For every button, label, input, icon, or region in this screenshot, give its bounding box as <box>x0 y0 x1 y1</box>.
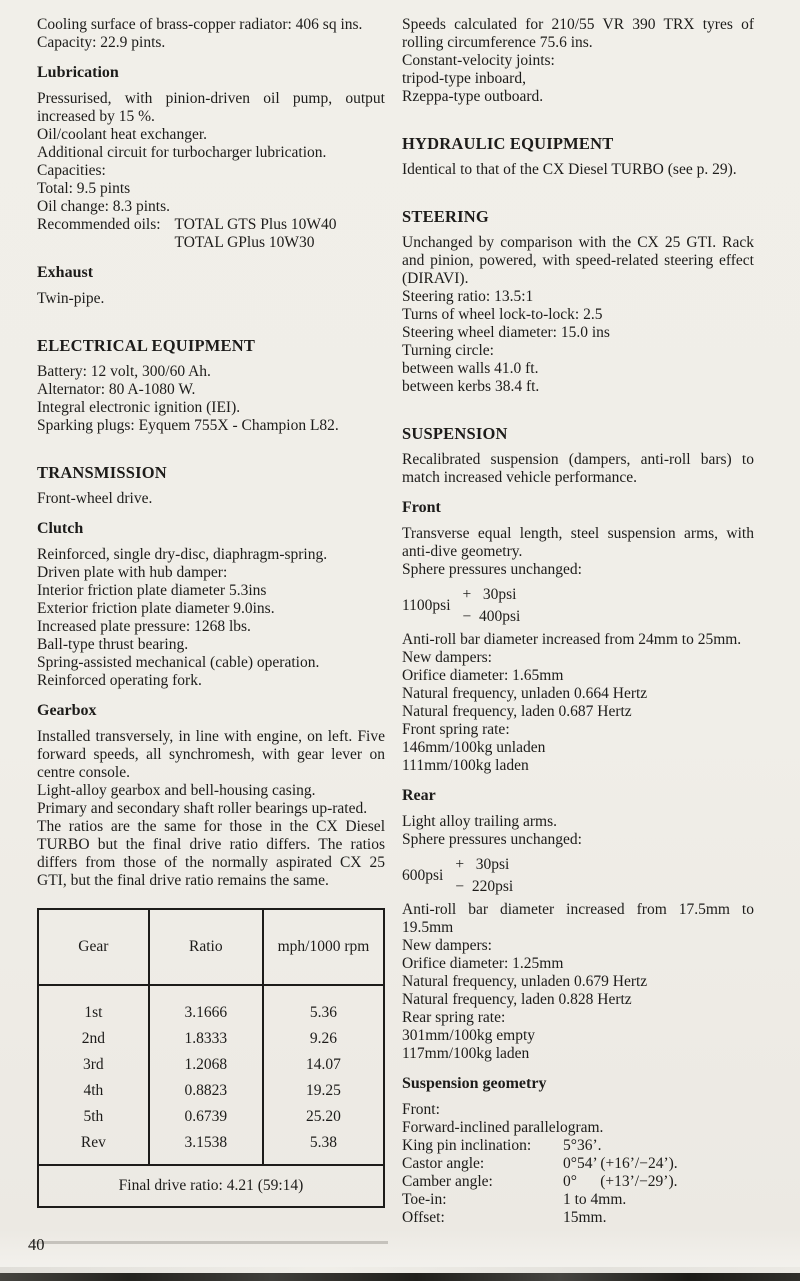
table-cell: 25.20 <box>263 1104 384 1130</box>
spec-line: Capacities: <box>37 162 106 179</box>
spec-line: Alternator: 80 A-1080 W. <box>37 381 196 398</box>
spec-line: Steering wheel diameter: 15.0 ins <box>402 324 610 341</box>
spec-line: Front spring rate: <box>402 721 510 738</box>
recommended-oils-values <box>175 216 337 252</box>
spec-line: Interior friction plate diameter 5.3ins <box>37 582 267 599</box>
table-header-mph: mph/1000 rpm <box>263 909 384 985</box>
heading-suspension-geometry: Suspension geometry <box>402 1075 547 1092</box>
heading-exhaust: Exhaust <box>37 264 94 281</box>
heading-suspension: SUSPENSION <box>402 424 508 443</box>
transmission-line: Front-wheel drive. <box>37 490 153 507</box>
table-cell: 3.1666 <box>149 985 263 1026</box>
capacity-line: Capacity: 22.9 pints. <box>37 34 166 51</box>
recommended-oils-row <box>37 216 385 252</box>
spec-line: between kerbs 38.4 ft. <box>402 378 540 395</box>
heading-transmission: TRANSMISSION <box>37 463 167 482</box>
geometry-row <box>402 1209 754 1227</box>
spec-line: New dampers: <box>402 649 492 666</box>
spec-line: Exterior friction plate diameter 9.0ins. <box>37 600 275 617</box>
pressure-tolerance-stack <box>455 854 513 898</box>
geometry-label: Offset: <box>402 1209 445 1226</box>
heading-electrical-equipment: ELECTRICAL EQUIPMENT <box>37 336 256 355</box>
spec-line: Oil change: 8.3 pints. <box>37 198 171 215</box>
table-cell: 0.8823 <box>149 1078 263 1104</box>
spec-line: Steering ratio: 13.5:1 <box>402 288 534 305</box>
geometry-row <box>402 1137 754 1155</box>
heading-gearbox: Gearbox <box>37 702 97 719</box>
spec-line: Ball-type thrust bearing. <box>37 636 189 653</box>
oil-spec: TOTAL GPlus 10W30 <box>174 234 315 251</box>
geometry-value: 15mm. <box>563 1209 607 1226</box>
geometry-label: Camber angle: <box>402 1173 493 1190</box>
spec-line: Front: <box>402 1101 440 1118</box>
right-column <box>402 12 754 1227</box>
table-cell: 5.38 <box>263 1130 384 1165</box>
speeds-paragraph: Speeds calculated for 210/55 VR 390 TRX tyres of rolling circumference 75.6 ins. <box>402 16 754 51</box>
spec-line: Sphere pressures unchanged: <box>402 831 582 848</box>
pressure-minus-tolerance: − 400psi <box>462 608 521 625</box>
table-cell: 0.6739 <box>149 1104 263 1130</box>
table-cell: 2nd <box>38 1026 149 1052</box>
geometry-row <box>402 1173 754 1191</box>
pressure-plus-tolerance: + 30psi <box>455 856 510 873</box>
table-cell: Rev <box>38 1130 149 1165</box>
spec-line: Rear spring rate: <box>402 1009 506 1026</box>
spec-line: 117mm/100kg laden <box>402 1045 530 1062</box>
spec-line: Turning circle: <box>402 342 494 359</box>
heading-hydraulic-equipment: HYDRAULIC EQUIPMENT <box>402 134 614 153</box>
geometry-value: 0° (+13’/−29’). <box>563 1173 678 1190</box>
spec-line: Reinforced, single dry-disc, diaphragm-spring. <box>37 546 328 563</box>
scan-edge-band <box>0 1273 800 1281</box>
page-number: 40 <box>28 1235 45 1254</box>
pressure-minus-tolerance: − 220psi <box>455 878 514 895</box>
spec-line: Natural frequency, laden 0.828 Hertz <box>402 991 632 1008</box>
table-row <box>38 985 384 1026</box>
spec-line: Oil/coolant heat exchanger. <box>37 126 208 143</box>
gearbox-paragraph: The ratios are the same for those in the CX Diesel TURBO but the final drive ratio differs. The ratios differs from those of the normally aspirated CX 25 GTI, but the final drive ratio remains the same. <box>37 818 385 889</box>
spec-line: Sparking plugs: Eyquem 755X - Champion L82. <box>37 417 339 434</box>
pressure-base-value: 1100psi <box>402 597 451 614</box>
geometry-value: 5°36’. <box>563 1137 602 1154</box>
table-row <box>38 1026 384 1052</box>
recommended-oils-label: Recommended oils: <box>37 216 161 233</box>
spec-line: Spring-assisted mechanical (cable) operation. <box>37 654 320 671</box>
geometry-label: Castor angle: <box>402 1155 485 1172</box>
heading-lubrication: Lubrication <box>37 64 119 81</box>
table-scan-shadow <box>30 1241 388 1244</box>
heading-suspension-rear: Rear <box>402 787 436 804</box>
table-header-gear: Gear <box>38 909 149 985</box>
spec-line: 111mm/100kg laden <box>402 757 529 774</box>
spec-line: between walls 41.0 ft. <box>402 360 539 377</box>
table-header-ratio: Ratio <box>149 909 263 985</box>
spec-line: Integral electronic ignition (IEI). <box>37 399 241 416</box>
heading-clutch: Clutch <box>37 520 84 537</box>
table-header-row <box>38 909 384 985</box>
table-row <box>38 1104 384 1130</box>
spec-line: Constant-velocity joints: <box>402 52 555 69</box>
rear-sphere-pressure-fraction <box>402 852 754 900</box>
spec-line: Rzeppa-type outboard. <box>402 88 544 105</box>
spec-line: New dampers: <box>402 937 492 954</box>
lubrication-paragraph: Pressurised, with pinion-driven oil pump, output increased by 15 %. <box>37 90 385 125</box>
spec-line: Light-alloy gearbox and bell-housing casing. <box>37 782 316 799</box>
rear-antiroll-paragraph: Anti-roll bar diameter increased from 17.5mm to 19.5mm <box>402 901 754 936</box>
table-cell: 1.2068 <box>149 1052 263 1078</box>
spec-line: Natural frequency, laden 0.687 Hertz <box>402 703 632 720</box>
spec-line: Additional circuit for turbocharger lubrication. <box>37 144 327 161</box>
table-cell: 1.8333 <box>149 1026 263 1052</box>
cooling-surface-paragraph: Cooling surface of brass-copper radiator: 406 sq ins. <box>37 16 363 33</box>
spec-line: Orifice diameter: 1.25mm <box>402 955 564 972</box>
spec-line: Forward-inclined parallelogram. <box>402 1119 604 1136</box>
spec-line: Sphere pressures unchanged: <box>402 561 582 578</box>
table-cell: 3rd <box>38 1052 149 1078</box>
geometry-row <box>402 1155 754 1173</box>
spec-line: Total: 9.5 pints <box>37 180 131 197</box>
spec-line: Increased plate pressure: 1268 lbs. <box>37 618 251 635</box>
table-cell: 1st <box>38 985 149 1026</box>
spec-line: Orifice diameter: 1.65mm <box>402 667 564 684</box>
pressure-tolerance-stack <box>463 584 521 628</box>
oil-spec: TOTAL GTS Plus 10W40 <box>174 216 337 233</box>
spec-line: Light alloy trailing arms. <box>402 813 557 830</box>
table-cell: 5.36 <box>263 985 384 1026</box>
table-row <box>38 1130 384 1165</box>
spec-line: Turns of wheel lock-to-lock: 2.5 <box>402 306 603 323</box>
spec-line: 146mm/100kg unladen <box>402 739 546 756</box>
front-sphere-pressure-fraction <box>402 582 754 630</box>
spec-line: Natural frequency, unladen 0.679 Hertz <box>402 973 648 990</box>
pressure-plus-tolerance: + 30psi <box>462 586 517 603</box>
final-drive-ratio-cell: Final drive ratio: 4.21 (59:14) <box>38 1165 384 1207</box>
spec-line: Reinforced operating fork. <box>37 672 202 689</box>
geometry-value: 0°54’ (+16’/−24’). <box>563 1155 678 1172</box>
exhaust-line: Twin-pipe. <box>37 290 105 307</box>
table-row <box>38 1078 384 1104</box>
suspension-paragraph: Recalibrated suspension (dampers, anti-roll bars) to match increased vehicle performance. <box>402 451 754 486</box>
left-column <box>37 12 385 1208</box>
table-cell: 14.07 <box>263 1052 384 1078</box>
table-cell: 4th <box>38 1078 149 1104</box>
front-suspension-paragraph: Transverse equal length, steel suspension arms, with anti-dive geometry. <box>402 525 754 560</box>
gear-ratio-table <box>37 908 385 1208</box>
table-cell: 19.25 <box>263 1078 384 1104</box>
table-cell: 5th <box>38 1104 149 1130</box>
gearbox-paragraph: Installed transversely, in line with engine, on left. Five forward speeds, all synchromesh, with gear lever on centre console. <box>37 728 385 781</box>
table-cell: 9.26 <box>263 1026 384 1052</box>
spec-line: Natural frequency, unladen 0.664 Hertz <box>402 685 648 702</box>
heading-suspension-front: Front <box>402 499 441 516</box>
geometry-label: King pin inclination: <box>402 1137 532 1154</box>
geometry-label: Toe-in: <box>402 1191 447 1208</box>
spec-line: Driven plate with hub damper: <box>37 564 228 581</box>
table-cell: 3.1538 <box>149 1130 263 1165</box>
gearbox-paragraph: Primary and secondary shaft roller bearings up-rated. <box>37 800 368 817</box>
steering-paragraph: Unchanged by comparison with the CX 25 GTI. Rack and pinion, powered, with speed-related steering effect (DIRAVI). <box>402 234 754 287</box>
table-row <box>38 1052 384 1078</box>
table-footer-row <box>38 1165 384 1207</box>
spec-line: tripod-type inboard, <box>402 70 526 87</box>
hydraulic-paragraph: Identical to that of the CX Diesel TURBO (see p. 29). <box>402 161 737 178</box>
geometry-row <box>402 1191 754 1209</box>
geometry-value: 1 to 4mm. <box>563 1191 627 1208</box>
heading-steering: STEERING <box>402 207 489 226</box>
spec-line: 301mm/100kg empty <box>402 1027 536 1044</box>
spec-line: Battery: 12 volt, 300/60 Ah. <box>37 363 211 380</box>
front-antiroll-paragraph: Anti-roll bar diameter increased from 24mm to 25mm. <box>402 631 742 648</box>
pressure-base-value: 600psi <box>402 867 444 884</box>
